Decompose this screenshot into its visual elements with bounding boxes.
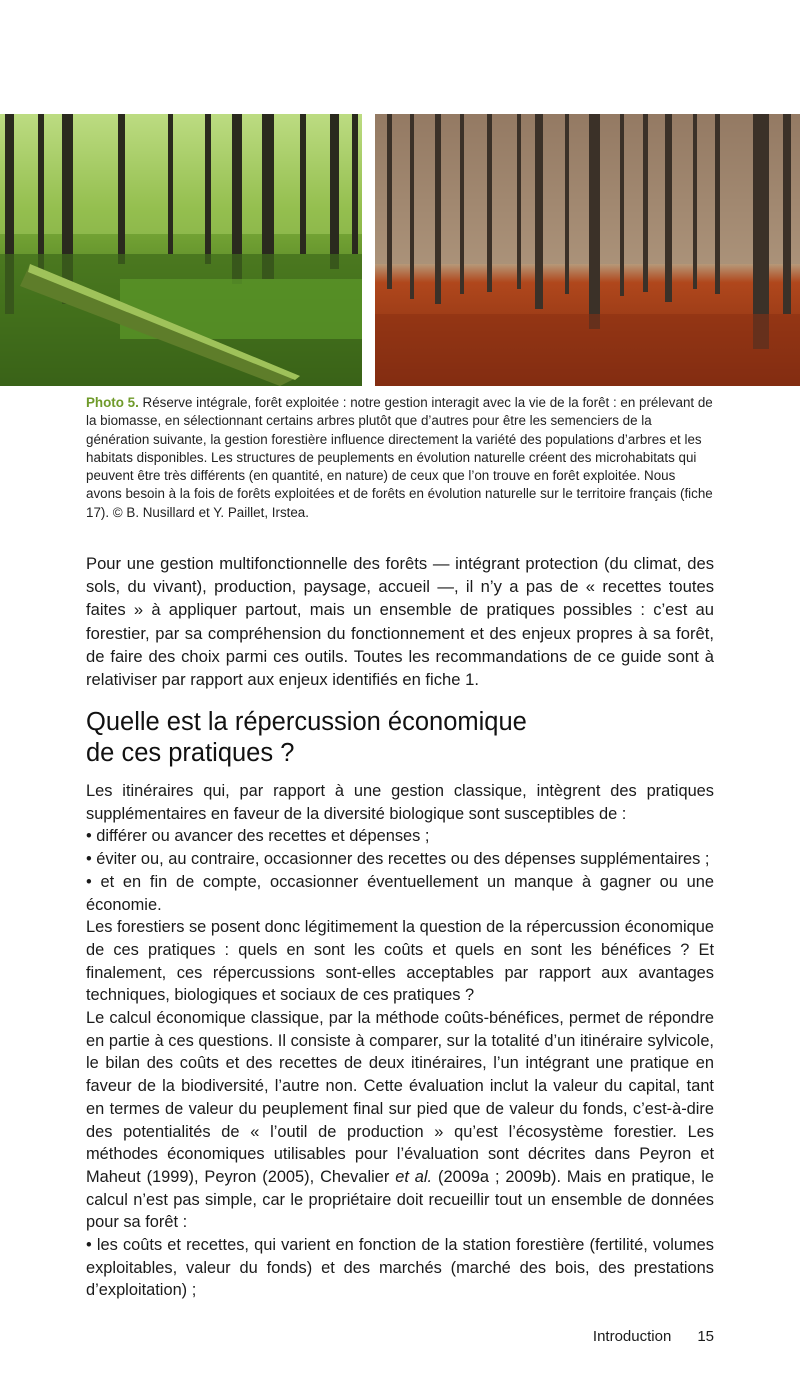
footer-section-title: Introduction: [592, 1328, 672, 1345]
photo-reserve-integrale: [0, 114, 362, 386]
citation-et-al: et al.: [395, 1167, 433, 1186]
photo-caption: [86, 394, 714, 522]
body-paragraph-1: Les itinéraires qui, par rapport à une gestion classique, intègrent des pratiques supplémentaires en faveur de la diversité biologique sont susceptibles de :: [86, 782, 714, 823]
page-number: 15: [697, 1328, 714, 1345]
body-paragraph-2: Les forestiers se posent donc légitimement la question de la répercussion économique de ces pratiques : quels en sont les coûts et quels en sont les bénéfices ? Et finalement, ces répercussions sont-elles acceptables par rapport aux avantages techniques, biologiques et sociaux de ces pratiques ?: [86, 918, 714, 1005]
caption-label: Photo 5.: [86, 395, 139, 410]
page-footer: [593, 1327, 714, 1347]
bullet-item: • différer ou avancer des recettes et dépenses ;: [86, 827, 430, 846]
bullet-item: • et en fin de compte, occasionner éventuellement un manque à gagner ou une économie.: [86, 872, 714, 914]
section-heading-line-1: Quelle est la répercussion économique: [86, 708, 527, 736]
caption-text: Réserve intégrale, forêt exploitée : notre gestion interagit avec la vie de la forêt : en prélevant de la biomasse, en sélectionnant certains arbres plutôt que d’autres pour être les semenciers de la génération suivante, la gestion forestière influence directement la variété des populations d’arbres et les habitats disponibles. Les structures de peuplements en évolution naturelle créent des microhabitats qui peuvent être très différents (en quantité, en nature) de ceux que l’on trouve en forêt exploitée. Nous avons besoin à la fois de forêts exploitées et de forêts en évolution naturelle sur le territoire français (fiche 17). © B. Nusillard et Y. Paillet, Irstea.: [86, 395, 713, 520]
body-paragraph-3-part-2: (2009a ; 2009b). Mais en pratique, le calcul n’est pas simple, car le propriétaire doit recueillir tout un ensemble de données pour sa forêt :: [86, 1167, 714, 1232]
body-paragraph-3: [86, 1007, 714, 1234]
intro-paragraph: Pour une gestion multifonctionnelle des forêts — intégrant protection (du climat, des sols, du vivant), production, paysage, accueil —, il n’y a pas de « recettes toutes faites » à appliquer partout, mais un ensemble de pratiques possibles : c’est au forestier, par sa compréhension du fonctionnement et des enjeux propres à sa forêt, de faire des choix parmi ces outils. Toutes les recommandations de ce guide sont à relativiser par rapport aux enjeux identifiés en fiche 1.: [86, 554, 714, 690]
photo-foret-exploitee: [375, 114, 800, 386]
section-body: [86, 780, 714, 1302]
section-heading: [86, 707, 726, 769]
body-paragraph-3-part-1: Le calcul économique classique, par la méthode coûts-bénéfices, permet de répondre en partie à ces questions. Il consiste à comparer, sur la totalité d’un itinéraire sylvicole, le bilan des coûts et des recettes de deux itinéraires, l’un intégrant une pratique en faveur de la biodiversité, l’autre non. Cette évaluation inclut la valeur du capital, tant en termes de valeur du peuplement final sur pied que de valeur du fonds, c’est-à-dire des potentialités de « l’outil de production » qu’est l’écosystème forestier. Les méthodes économiques utilisables pour l’évaluation sont décrites dans Peyron et Maheut (1999), Peyron (2005), Chevalier: [86, 1009, 714, 1186]
bullet-item: • les coûts et recettes, qui varient en fonction de la station forestière (fertilité, volumes exploitables, valeur du fonds) et des marchés (marché des bois, des prestations d’exploitation) ;: [86, 1236, 714, 1300]
bullet-item: • éviter ou, au contraire, occasionner des recettes ou des dépenses supplémentaires ;: [86, 850, 710, 869]
section-heading-line-2: de ces pratiques ?: [86, 739, 295, 767]
